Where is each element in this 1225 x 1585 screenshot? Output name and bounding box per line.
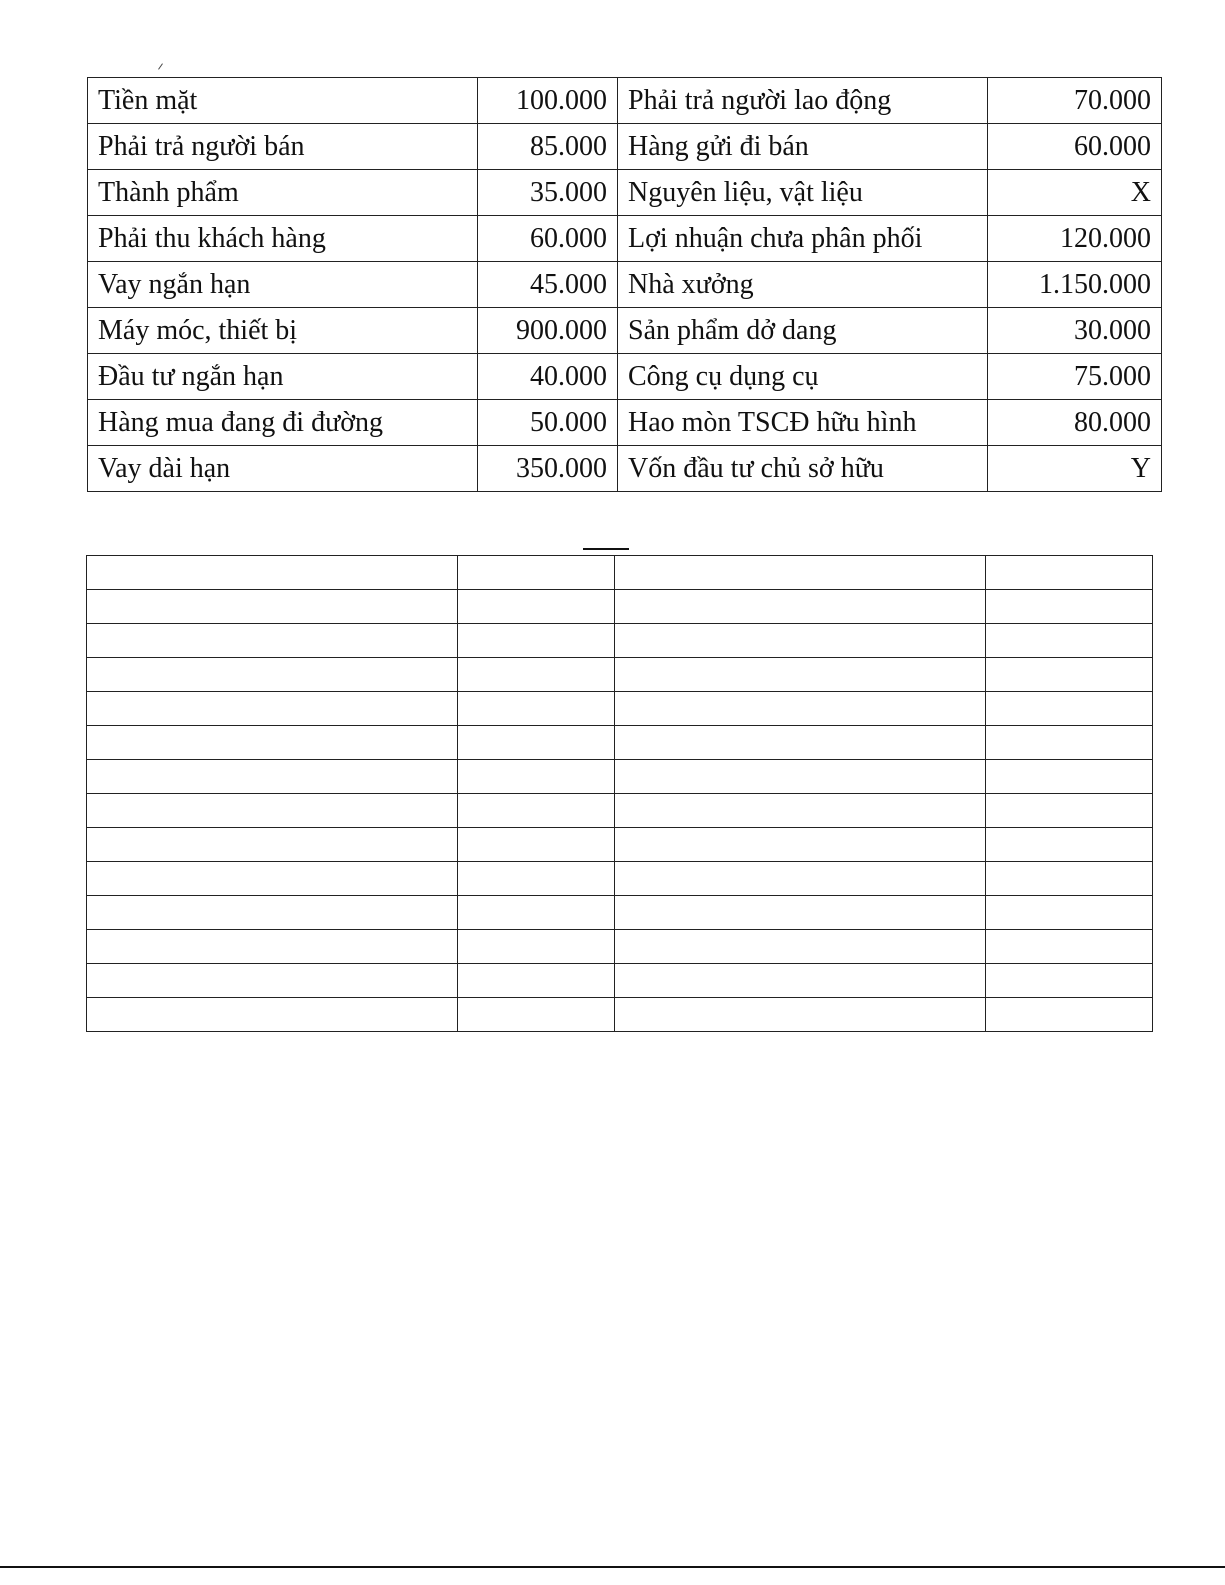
item-value: 40.000: [478, 354, 618, 400]
table-row: [88, 216, 1162, 262]
blank-cell: [87, 930, 458, 964]
item-value: 60.000: [478, 216, 618, 262]
blank-cell: [615, 998, 986, 1032]
item-label: Máy móc, thiết bị: [88, 308, 478, 354]
blank-cell: [615, 794, 986, 828]
blank-cell: [87, 998, 458, 1032]
table-row: [88, 308, 1162, 354]
item-label: Phải thu khách hàng: [88, 216, 478, 262]
blank-balance-table: [86, 555, 1153, 1032]
blank-cell: [458, 896, 615, 930]
item-label: Phải trả người lao động: [618, 78, 988, 124]
blank-cell: [615, 930, 986, 964]
item-value: 60.000: [988, 124, 1162, 170]
blank-row: [87, 590, 1153, 624]
blank-cell: [87, 828, 458, 862]
blank-row: [87, 760, 1153, 794]
blank-row: [87, 896, 1153, 930]
blank-cell: [615, 556, 986, 590]
blank-row: [87, 624, 1153, 658]
item-label: Nhà xưởng: [618, 262, 988, 308]
blank-row: [87, 794, 1153, 828]
page-bottom-rule: [0, 1566, 1225, 1568]
item-value: 35.000: [478, 170, 618, 216]
blank-cell: [458, 998, 615, 1032]
item-label: Lợi nhuận chưa phân phối: [618, 216, 988, 262]
item-value: 45.000: [478, 262, 618, 308]
item-value: 1.150.000: [988, 262, 1162, 308]
blank-row: [87, 862, 1153, 896]
blank-cell: [986, 556, 1153, 590]
blank-cell: [458, 828, 615, 862]
blank-cell: [87, 556, 458, 590]
item-label: Phải trả người bán: [88, 124, 478, 170]
blank-cell: [458, 760, 615, 794]
blank-cell: [458, 556, 615, 590]
blank-row: [87, 556, 1153, 590]
blank-cell: [986, 658, 1153, 692]
item-value: X: [988, 170, 1162, 216]
blank-row: [87, 930, 1153, 964]
item-value: 900.000: [478, 308, 618, 354]
blank-cell: [458, 692, 615, 726]
blank-cell: [986, 624, 1153, 658]
item-value: 120.000: [988, 216, 1162, 262]
item-label: Vốn đầu tư chủ sở hữu: [618, 446, 988, 492]
table-row: [88, 78, 1162, 124]
table-row: [88, 400, 1162, 446]
blank-cell: [87, 896, 458, 930]
table-row: [88, 446, 1162, 492]
blank-cell: [87, 692, 458, 726]
item-value: 30.000: [988, 308, 1162, 354]
item-label: Hàng gửi đi bán: [618, 124, 988, 170]
item-value: Y: [988, 446, 1162, 492]
blank-cell: [87, 658, 458, 692]
blank-cell: [87, 726, 458, 760]
blank-cell: [986, 998, 1153, 1032]
blank-cell: [986, 896, 1153, 930]
blank-cell: [986, 828, 1153, 862]
blank-cell: [615, 692, 986, 726]
blank-row: [87, 828, 1153, 862]
blank-cell: [458, 658, 615, 692]
blank-cell: [615, 862, 986, 896]
balance-items-table: [87, 77, 1162, 492]
table-row: [88, 124, 1162, 170]
blank-cell: [986, 692, 1153, 726]
item-label: Sản phẩm dở dang: [618, 308, 988, 354]
blank-row: [87, 998, 1153, 1032]
blank-cell: [458, 930, 615, 964]
blank-cell: [986, 964, 1153, 998]
blank-cell: [986, 590, 1153, 624]
blank-cell: [87, 590, 458, 624]
balance-items-body: [88, 78, 1162, 492]
item-value: 100.000: [478, 78, 618, 124]
blank-cell: [615, 624, 986, 658]
item-value: 85.000: [478, 124, 618, 170]
blank-cell: [458, 726, 615, 760]
blank-cell: [986, 760, 1153, 794]
item-label: Công cụ dụng cụ: [618, 354, 988, 400]
blank-row: [87, 692, 1153, 726]
blank-cell: [986, 726, 1153, 760]
table-row: [88, 262, 1162, 308]
item-label: Hao mòn TSCĐ hữu hình: [618, 400, 988, 446]
blank-cell: [615, 760, 986, 794]
blank-cell: [87, 794, 458, 828]
blank-cell: [615, 590, 986, 624]
item-value: 50.000: [478, 400, 618, 446]
blank-cell: [458, 624, 615, 658]
item-label: Hàng mua đang đi đường: [88, 400, 478, 446]
item-label: Nguyên liệu, vật liệu: [618, 170, 988, 216]
blank-cell: [986, 794, 1153, 828]
item-value: 80.000: [988, 400, 1162, 446]
blank-cell: [986, 930, 1153, 964]
blank-cell: [87, 964, 458, 998]
item-label: Vay dài hạn: [88, 446, 478, 492]
item-value: 75.000: [988, 354, 1162, 400]
item-label: Tiền mặt: [88, 78, 478, 124]
blank-cell: [615, 726, 986, 760]
item-value: 70.000: [988, 78, 1162, 124]
blank-cell: [458, 590, 615, 624]
blank-cell: [615, 828, 986, 862]
blank-cell: [458, 964, 615, 998]
blank-row: [87, 658, 1153, 692]
blank-cell: [87, 760, 458, 794]
blank-cell: [87, 862, 458, 896]
blank-row: [87, 726, 1153, 760]
item-label: Đầu tư ngắn hạn: [88, 354, 478, 400]
title-underline: [583, 548, 629, 550]
blank-cell: [986, 862, 1153, 896]
table-row: [88, 354, 1162, 400]
blank-cell: [458, 794, 615, 828]
accent-mark: [158, 63, 163, 69]
blank-cell: [458, 862, 615, 896]
item-label: Vay ngắn hạn: [88, 262, 478, 308]
table-row: [88, 170, 1162, 216]
blank-cell: [87, 624, 458, 658]
blank-cell: [615, 658, 986, 692]
item-value: 350.000: [478, 446, 618, 492]
blank-cell: [615, 896, 986, 930]
blank-table-body: [87, 556, 1153, 1032]
item-label: Thành phẩm: [88, 170, 478, 216]
blank-row: [87, 964, 1153, 998]
blank-cell: [615, 964, 986, 998]
